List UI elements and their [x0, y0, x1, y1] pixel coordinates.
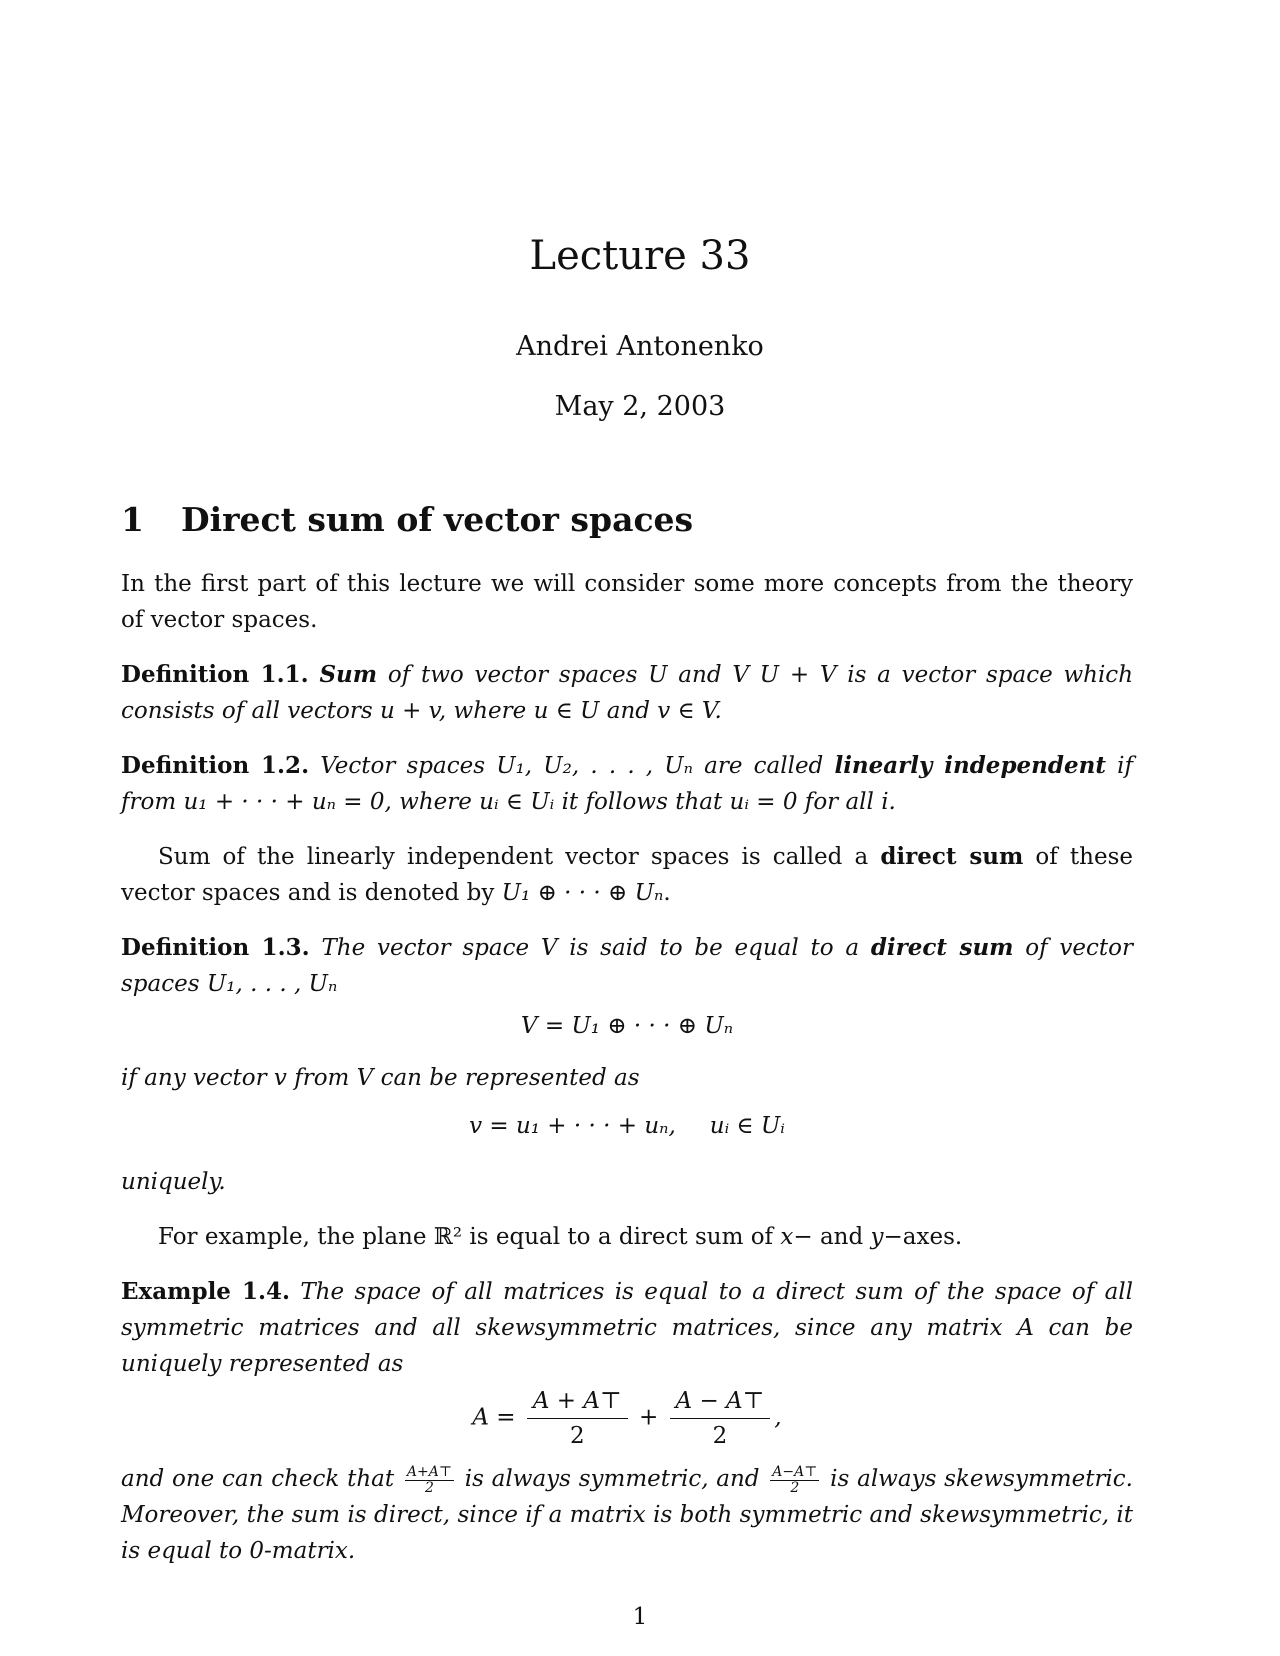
- fraction-denominator: 2: [569, 1423, 585, 1449]
- definition-label: Definition 1.3.: [121, 934, 310, 961]
- fraction-numerator: A − A⊤: [670, 1384, 771, 1419]
- definition-1-1: [121, 657, 1133, 729]
- definition-text: Vector spaces U₁, U₂, . . . , Uₙ are called: [309, 753, 835, 779]
- example-paragraph: [121, 1219, 1133, 1255]
- paragraph-text: Sum of the linearly independent vector spaces is called a: [158, 844, 881, 870]
- representation-equation: [121, 1106, 1133, 1146]
- inline-math: ℝ²: [433, 1224, 463, 1250]
- paragraph-text: axes.: [902, 1224, 963, 1250]
- definition-1-2: [121, 748, 1133, 820]
- paragraph-text: is equal to a direct sum of: [462, 1224, 781, 1250]
- definition-label: Definition 1.2.: [121, 752, 310, 779]
- fraction-denominator: 2: [424, 1479, 434, 1496]
- lecture-title: Lecture 33: [529, 233, 751, 279]
- equation-lhs: A =: [472, 1404, 516, 1431]
- direct-sum-paragraph: [121, 839, 1133, 911]
- definition-continuation: if any vector v from V can be represented as: [121, 1065, 640, 1091]
- equation-comma: ,: [774, 1404, 782, 1431]
- section-title: Direct sum of vector spaces: [181, 500, 694, 539]
- skewsymmetric-fraction: [670, 1384, 771, 1453]
- example-continuation: [121, 1461, 1133, 1569]
- definition-term: Sum: [319, 661, 378, 688]
- example-text: The space of all matrices is equal to a direct sum of the space of all symmetric matrices and all skewsymmetric matrices, since any matrix A can be uniquely represented as: [121, 1279, 1134, 1377]
- equation-plus: +: [638, 1404, 659, 1431]
- direct-sum-term: direct sum: [880, 843, 1024, 870]
- intro-paragraph: In the first part of this lecture we will consider some more concepts from the theory of vector spaces.: [121, 571, 1133, 633]
- definition-term: direct sum: [870, 934, 1014, 961]
- example-text: is always skewsymmetric. Moreover, the sum is direct, since if a matrix is both symmetric and skewsymmetric, it is equal to 0-matrix.: [121, 1466, 1133, 1564]
- fraction-denominator: 2: [790, 1479, 800, 1496]
- example-1-4: [121, 1274, 1133, 1382]
- direct-sum-equation: V = U₁ ⊕ · · · ⊕ Uₙ: [520, 1013, 734, 1039]
- definition-end: uniquely.: [121, 1169, 226, 1195]
- definition-label: Definition 1.1.: [121, 661, 309, 688]
- symmetric-fraction: [527, 1384, 628, 1453]
- fraction-numerator: A + A⊤: [527, 1384, 628, 1419]
- definition-text: The vector space V is said to be equal to a: [309, 935, 871, 961]
- lecture-date: May 2, 2003: [554, 391, 726, 422]
- author-name: Andrei Antonenko: [516, 331, 764, 362]
- equation-left: v = u₁ + · · · + uₙ,: [469, 1113, 676, 1139]
- page-number: 1: [632, 1604, 648, 1630]
- fraction-numerator: A−A⊤: [772, 1463, 818, 1480]
- example-text: and one can check that: [121, 1466, 402, 1492]
- inline-math: U₁ ⊕ · · · ⊕ Uₙ: [501, 880, 664, 906]
- definition-term: linearly independent: [834, 752, 1106, 779]
- paragraph-text: of these vector spaces and is denoted by: [121, 844, 1133, 906]
- section-heading: [121, 500, 693, 540]
- inline-skewsymmetric-fraction: [770, 1465, 819, 1496]
- definition-text: if from u₁ + · · · + uₙ = 0, where uᵢ ∈ Uᵢ it follows that uᵢ = 0 for all i.: [121, 753, 1133, 815]
- matrix-decomposition-equation: [121, 1384, 1133, 1453]
- example-text: is always symmetric, and: [457, 1466, 768, 1492]
- inline-math: x−: [780, 1224, 813, 1250]
- paragraph-text: For example, the plane: [158, 1224, 434, 1250]
- section-number: 1: [121, 500, 144, 539]
- inline-math: y−: [870, 1224, 903, 1250]
- fraction-numerator: A+A⊤: [406, 1463, 452, 1480]
- definition-text: of two vector spaces U and V U + V is a vector space which consists of all vectors u + v, where u ∈ U and v ∈ V.: [121, 662, 1134, 724]
- paragraph-text: .: [663, 880, 671, 906]
- example-label: Example 1.4.: [121, 1278, 290, 1305]
- fraction-denominator: 2: [712, 1423, 728, 1449]
- inline-symmetric-fraction: [405, 1465, 454, 1496]
- definition-1-3: [121, 930, 1133, 1002]
- section-body: [121, 566, 1133, 1588]
- equation-right: uᵢ ∈ Uᵢ: [709, 1113, 785, 1139]
- paragraph-text: and: [812, 1224, 871, 1250]
- definition-text: of vector spaces U₁, . . . , Uₙ: [121, 935, 1134, 997]
